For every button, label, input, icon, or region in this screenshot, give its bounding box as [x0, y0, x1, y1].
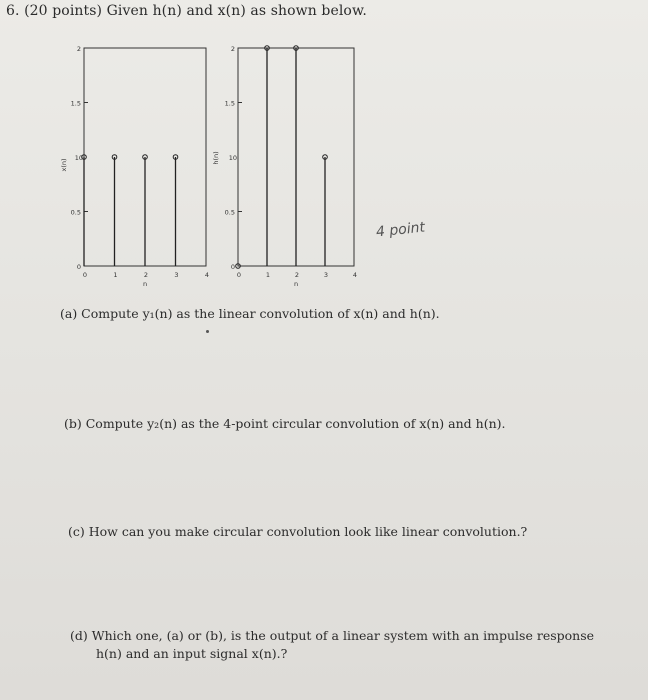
problem-header: 6. (20 points) Given h(n) and x(n) as shown below.	[6, 3, 367, 19]
y-tick-label: 10	[228, 154, 237, 162]
y-tick-label: 10	[74, 154, 83, 162]
question-b: (b) Compute y₂(n) as the 4-point circular convolution of x(n) and h(n).	[64, 416, 506, 431]
question-d-line1: (d) Which one, (a) or (b), is the output of a linear system with an impulse response	[70, 628, 595, 643]
x-tick-label: 2	[294, 271, 300, 279]
y-tick-label: 2	[76, 45, 81, 53]
plot-x-of-n	[60, 45, 209, 288]
y-axis-label: x(n)	[60, 158, 68, 172]
x-tick-label: 2	[143, 271, 149, 279]
plot-h-of-n	[212, 45, 357, 288]
y-axis-label: h(n)	[212, 151, 220, 165]
x-axis-label: n	[293, 280, 299, 288]
y-tick-label: 1.5	[70, 99, 81, 108]
y-tick-label: 0.5	[70, 208, 81, 217]
y-tick-label: 2	[230, 45, 235, 53]
handwritten-note: 4 point	[375, 219, 426, 241]
y-tick-label: 0	[230, 263, 235, 271]
x-tick-label: 4	[352, 271, 358, 279]
y-tick-label: 0	[76, 263, 81, 271]
pen-mark	[206, 330, 209, 333]
y-tick-label: 1.5	[224, 99, 235, 108]
question-c: (c) How can you make circular convolution look like linear convolution.?	[68, 524, 528, 539]
question-d-line2: h(n) and an input signal x(n).?	[96, 646, 288, 661]
x-axis-label: n	[142, 280, 148, 288]
x-tick-label: 3	[174, 271, 179, 279]
x-tick-label: 4	[204, 271, 210, 279]
y-tick-label: 0.5	[224, 208, 235, 217]
question-a: (a) Compute y₁(n) as the linear convolution of x(n) and h(n).	[60, 306, 440, 321]
x-tick-label: 1	[265, 271, 271, 279]
x-tick-label: 3	[323, 271, 329, 279]
x-tick-label: 1	[113, 271, 118, 279]
x-tick-label: 0	[82, 271, 88, 279]
x-tick-label: 0	[236, 271, 242, 279]
